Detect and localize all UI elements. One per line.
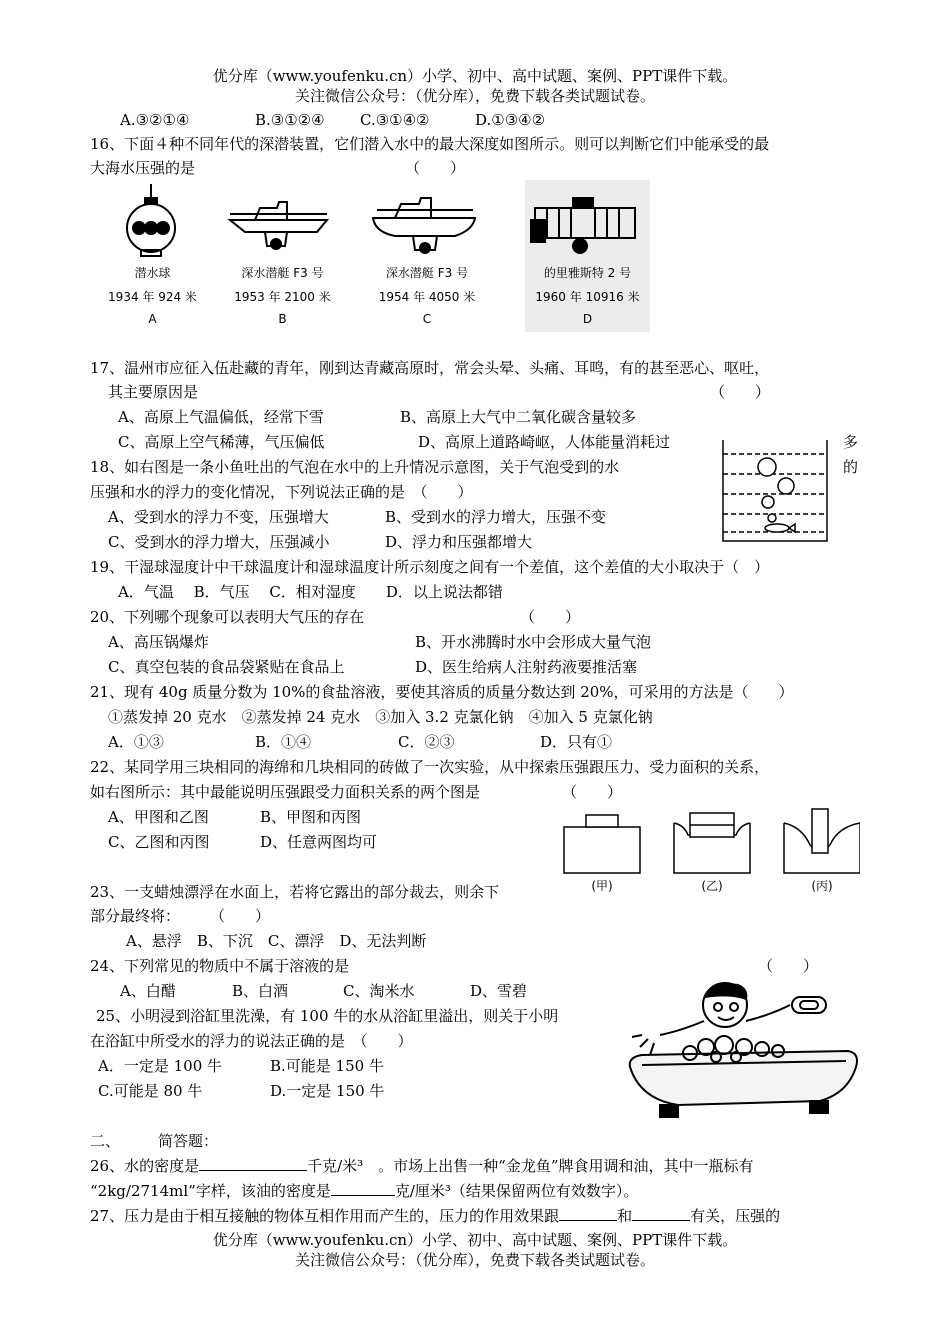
submarine-1953-drawing — [230, 202, 327, 249]
q21-option-b: B．①④ — [255, 733, 312, 751]
q22-option-d: D、任意两图均可 — [260, 833, 378, 851]
q23-stem-2: 部分最终将： （ ） — [90, 907, 271, 925]
q20-stem: 20、下列哪个现象可以表明大气压的存在 — [90, 608, 365, 626]
q17-option-b: B、高原上大气中二氧化碳含量较多 — [400, 408, 637, 426]
q20-option-a: A、高压锅爆炸 — [108, 633, 209, 651]
q22-stem-1: 22、某同学用三块相同的海绵和几块相同的砖做了一次实验，从中探索压强跟压力、受力面积的关系， — [90, 758, 770, 776]
q22-paren: （ ） — [562, 783, 623, 801]
q20-option-b: B、开水沸腾时水中会形成大量气泡 — [415, 633, 652, 651]
q22-option-a: A、甲图和乙图 — [108, 808, 209, 826]
q17-stem-2: 其主要原因是 — [108, 383, 199, 401]
q17-stem-1: 17、温州市应征入伍赴藏的青年，刚到达青藏高原时，常会头晕、头痛、耳鸣，有的甚至恶心、呕吐， — [90, 359, 770, 377]
q17-option-a: A、高原上气温偏低，经常下雪 — [118, 408, 324, 426]
q22-fig-yi: (乙) — [701, 879, 723, 893]
q27-line-1 — [90, 1206, 780, 1226]
header-line-1: 优分库（www.youfenku.cn）小学、初中、高中试题、案例、PPT课件下载。 — [212, 67, 738, 85]
q22-stem-2: 如右图所示：其中最能说明压强跟受力面积关系的两个图是 — [90, 783, 481, 801]
q16-c-name: 深水潜艇 F3 号 — [385, 266, 469, 280]
q26-part-4: 克/厘米³（结果保留两位有效数字）。 — [394, 1182, 639, 1200]
q16-b-info: 1953 年 2100 米 — [234, 290, 331, 304]
q27-part-1: 27、压力是由于相互接触的物体互相作用而产生的，压力的作用效果跟 — [90, 1207, 560, 1225]
q26-line-1 — [90, 1156, 754, 1176]
q16-b-name: 深水潜艇 F3 号 — [241, 266, 324, 280]
q26-part-1: 26、水的密度是 — [90, 1157, 200, 1175]
q16-paren: （ ） — [405, 159, 466, 177]
q25-option-d: D.一定是 150 牛 — [270, 1082, 385, 1100]
q16-c-info: 1954 年 4050 米 — [378, 290, 476, 304]
boy-in-bathtub-drawing — [620, 975, 860, 1125]
q18-option-a: A、受到水的浮力不变，压强增大 — [108, 508, 329, 526]
q26-blank-1[interactable] — [199, 1156, 307, 1171]
footer-line-1: 优分库（www.youfenku.cn）小学、初中、高中试题、案例、PPT课件下载。 — [212, 1231, 738, 1249]
q15-option-b: B.③①②④ — [255, 111, 325, 129]
q16-a-letter: A — [148, 312, 157, 326]
section-2-number: 二、 — [90, 1132, 121, 1150]
q17-option-c: C、高原上空气稀薄，气压偏低 — [118, 433, 325, 451]
q15-option-a: A.③②①④ — [120, 111, 190, 129]
submersibles-illustration — [95, 180, 650, 332]
q16-d-name: 的里雅斯特 2 号 — [543, 266, 632, 280]
q25-stem-1: 25、小明浸到浴缸里洗澡，有 100 牛的水从浴缸里溢出，则关于小明 — [96, 1007, 559, 1025]
q22-option-c: C、乙图和丙图 — [108, 833, 210, 851]
q16-c-letter: C — [422, 312, 432, 326]
q27-blank-2[interactable] — [632, 1206, 690, 1221]
sponge-brick-figure — [562, 805, 860, 895]
q24-option-d: D、雪碧 — [470, 982, 528, 1000]
q16-figure — [95, 180, 650, 332]
q19-stem: 19、干湿球湿度计中干球温度计和湿球温度计所示刻度之间有一个差值，这个差值的大小取决于（ ） — [90, 558, 770, 576]
q16-stem-1: 16、下面４种不同年代的深潜装置，它们潜入水中的最大深度如图所示。则可以判断它们中能承受的最 — [90, 135, 770, 153]
q26-blank-2[interactable] — [331, 1181, 395, 1196]
q26-part-3: “2kg/2714ml”字样，该油的密度是 — [90, 1182, 331, 1200]
q23-stem-1: 23、一支蜡烛漂浮在水面上，若将它露出的部分裁去，则余下 — [90, 883, 500, 901]
q27-part-2: 和 — [617, 1207, 633, 1225]
q16-d-letter: D — [582, 312, 593, 326]
q24-paren: （ ） — [758, 957, 819, 975]
q26-part-2: 千克/米³ 。市场上出售一种“金龙鱼”牌食用调和油，其中一瓶标有 — [307, 1157, 754, 1175]
header-line-2: 关注微信公众号：（优分库），免费下载各类试题试卷。 — [294, 87, 655, 105]
q25-option-c: C.可能是 80 牛 — [98, 1082, 203, 1100]
q16-a-info: 1934 年 924 米 — [108, 290, 197, 304]
q16-stem-2: 大海水压强的是 — [90, 159, 196, 177]
q21-option-a: A．①③ — [108, 733, 164, 751]
q27-part-3: 有关，压强的 — [690, 1207, 781, 1225]
q22-option-b: B、甲图和丙图 — [260, 808, 362, 826]
q25-option-b: B.可能是 150 牛 — [270, 1057, 384, 1075]
q24-option-c: C、淘米水 — [343, 982, 415, 1000]
q18-tail: 的 — [843, 458, 859, 476]
q21-methods: ①蒸发掉 20 克水 ②蒸发掉 24 克水 ③加入 3.2 克氯化钠 ④加入 5 克氯化钠 — [108, 708, 653, 726]
submarine-1954-drawing — [373, 198, 475, 253]
section-2-title: 简答题： — [158, 1132, 219, 1150]
q22-fig-jia: (甲) — [591, 879, 613, 893]
q16-d-info: 1960 年 10916 米 — [535, 290, 640, 304]
bubble-tank-figure — [722, 440, 828, 542]
q17-option-d: D、高原上道路崎岖，人体能量消耗过 — [418, 433, 671, 451]
diving-sphere-drawing — [127, 184, 175, 256]
q20-option-d: D、医生给病人注射药液要推活塞 — [415, 658, 638, 676]
q18-option-d: D、浮力和压强都增大 — [385, 533, 533, 551]
q24-option-a: A、白醋 — [120, 982, 176, 1000]
q15-option-d: D.①③④② — [475, 111, 546, 129]
footer-line-2: 关注微信公众号：（优分库），免费下载各类试题试卷。 — [294, 1251, 655, 1269]
q24-stem: 24、下列常见的物质中不属于溶液的是 — [90, 957, 350, 975]
q18-option-b: B、受到水的浮力增大，压强不变 — [385, 508, 607, 526]
q21-option-d: D．只有① — [540, 733, 613, 751]
q18-stem-2: 压强和水的浮力的变化情况，下列说法正确的是 （ ） — [90, 483, 473, 501]
q21-option-c: C．②③ — [398, 733, 455, 751]
q20-paren: （ ） — [520, 608, 581, 626]
q19-options: A．气温 B．气压 C．相对湿度 D．以上说法都错 — [118, 583, 503, 601]
bathtub-figure — [620, 975, 860, 1125]
q25-option-a: A．一定是 100 牛 — [98, 1057, 222, 1075]
q25-stem-2: 在浴缸中所受水的浮力的说法正确的是 （ ） — [90, 1032, 413, 1050]
q17-tail: 多 — [843, 433, 859, 451]
q27-blank-1[interactable] — [559, 1206, 617, 1221]
q15-option-c: C.③①④② — [360, 111, 430, 129]
q26-line-2 — [90, 1181, 638, 1201]
q16-b-letter: B — [278, 312, 287, 326]
q16-a-name: 潜水球 — [134, 266, 171, 280]
sponge-brick-drawings — [562, 805, 860, 875]
q18-option-c: C、受到水的浮力增大，压强减小 — [108, 533, 330, 551]
q24-option-b: B、白酒 — [232, 982, 289, 1000]
q22-fig-bing: (丙) — [811, 879, 833, 893]
bubble-tank-drawing — [722, 440, 828, 542]
q17-paren: （ ） — [710, 383, 771, 401]
q20-option-c: C、真空包装的食品袋紧贴在食品上 — [108, 658, 345, 676]
q23-options: A、悬浮 B、下沉 C、漂浮 D、无法判断 — [126, 932, 427, 950]
q18-stem-1: 18、如右图是一条小鱼吐出的气泡在水中的上升情况示意图，关于气泡受到的水 — [90, 458, 620, 476]
q21-stem: 21、现有 40g 质量分数为 10%的食盐溶液，要使其溶质的质量分数达到 20%，可采用的方法是（ ） — [90, 683, 794, 701]
